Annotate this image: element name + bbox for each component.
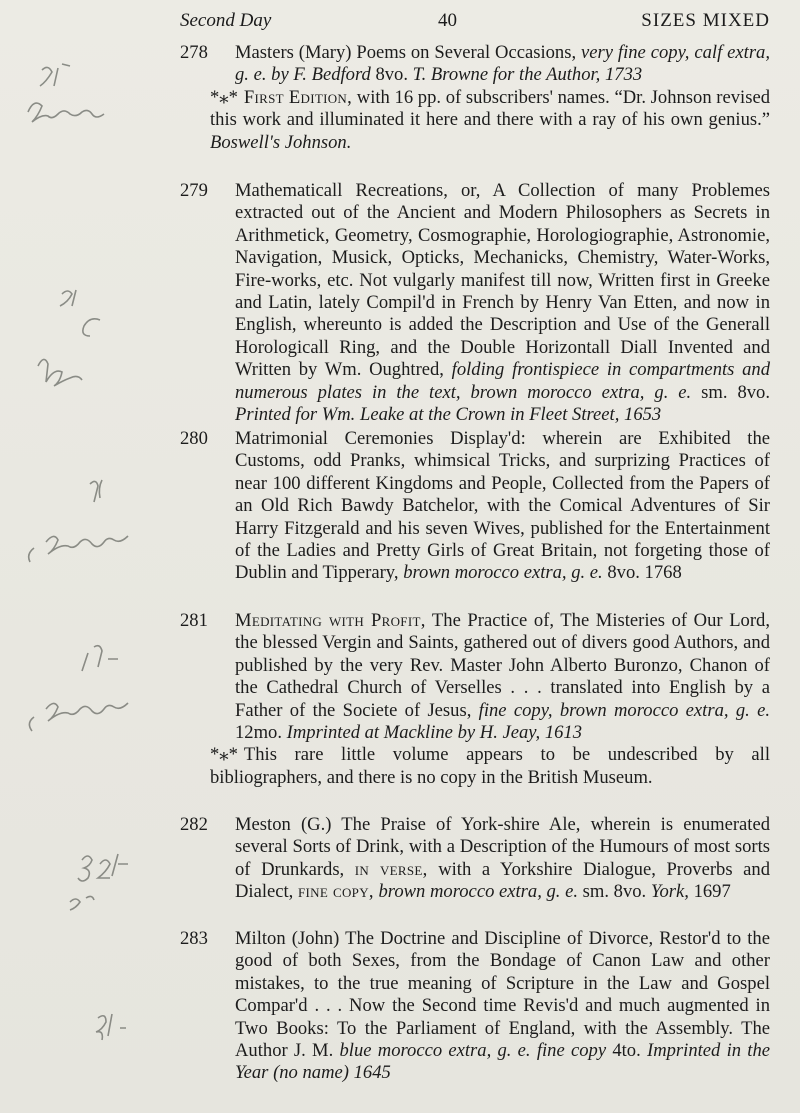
lot-description: Meditating with Profit, The Practice of, The Misteries of Our Lord, the blessed Vergin and Saints, gathered out of divers good Authors, and published by the very Rev. Master John Alberto Buronzo, Chanon of the Cathedral Church of Verselles . . . translated into English by a Father of the Societe of Jesus, fine copy, brown morocco extra, g. e. 12mo. Imprinted at Mackline by H. Jeay, 1613 [235,610,770,744]
lot-280 [180,428,770,585]
handwritten-annotation-283 [0,1000,160,1050]
lot-description: Masters (Mary) Poems on Several Occasions, very fine copy, calf extra, g. e. by F. Bedford 8vo. T. Browne for the Author, 1733 [235,42,770,86]
lot-number: 282 [180,814,208,835]
lot-description: Milton (John) The Doctrine and Discipline of Divorce, Restor'd to the good of both Sexes, from the Bondage of Canon Law and other mistakes, to the true meaning of Scripture in the Law and Gospel Compar'd . . . Now the Second time Revis'd and much augmented in Two Books: To the Parliament of England, with the Assembly. The Author J. M. blue morocco extra, g. e. fine copy 4to. Imprinted in the Year (no name) 1645 [235,928,771,1084]
lot-281 [180,610,770,789]
lot-note: *⁎* This rare little volume appears to be undescribed by all bibliographers, and there is no copy in the British Museum. [210,744,770,788]
lot-282 [180,814,770,904]
handwritten-annotation-279 [0,280,150,400]
lot-description: Meston (G.) The Praise of York-shire Ale, wherein is enumerated several Sorts of Drink, with a Description of the Humours of most sorts of Drunkards, in verse, with a Yorkshire Dialogue, Proverbs and Dialect, fine copy, brown morocco extra, g. e. sm. 8vo. York, 1697 [235,814,770,903]
lot-number: 279 [180,180,208,201]
lot-description: Mathematicall Recreations, or, A Collection of many Problemes extracted out of the Ancient and Modern Philosophers as Secrets in Arithmetick, Geometry, Cosmographie, Horologiographie, Astronomie, Navigation, Musick, Opticks, Mechanicks, Chemistry, Water-Works, Fire-works, etc. Not vulgarly manifest till now, Written first in Greeke and Latin, lately Compil'd in French by Henry Van Etten, and now in English, whereunto is added the Description and Use of the Generall Horologicall Ring, and the Double Horizontall Diall Invented and Written by Wm. Oughtred, folding frontispiece in compartments and numerous plates in the text, brown morocco extra, g. e. sm. 8vo. Printed for Wm. Leake at the Crown in Fleet Street, 1653 [235,180,770,426]
lot-number: 283 [180,928,208,949]
handwritten-annotation-281 [0,635,160,745]
header-sizes: SIZES MIXED [641,10,770,31]
lot-283 [180,928,770,1085]
handwritten-annotation-282 [0,840,160,920]
page-header [180,6,770,36]
handwritten-annotation-280 [0,470,160,580]
lot-number: 281 [180,610,208,631]
lot-278 [180,42,770,154]
lot-number: 280 [180,428,208,449]
lot-number: 278 [180,42,208,63]
lot-note: *⁎* First Edition, with 16 pp. of subscribers' names. “Dr. Johnson revised this work and illuminated it here and there with a ray of his own genius.” Boswell's Johnson. [210,86,771,153]
page-number: 40 [438,10,457,31]
lot-description: Matrimonial Ceremonies Display'd: wherein are Exhibited the Customs, odd Pranks, whimsical Tricks, and surprizing Practices of near 100 different Kingdoms and People, Collected from the Papers of an Old Rich Bawdy Batchelor, with the Comical Adventures of Sir Harry Fitzgerald and his seven Wives, published for the Entertainment of the Ladies and Pretty Girls of Great Britain, not forgeting those of Dublin and Tipperary, brown morocco extra, g. e. 8vo. 1768 [235,428,770,584]
header-section: Second Day [180,10,272,31]
handwritten-annotation-278 [0,60,160,140]
lot-279 [180,180,770,426]
